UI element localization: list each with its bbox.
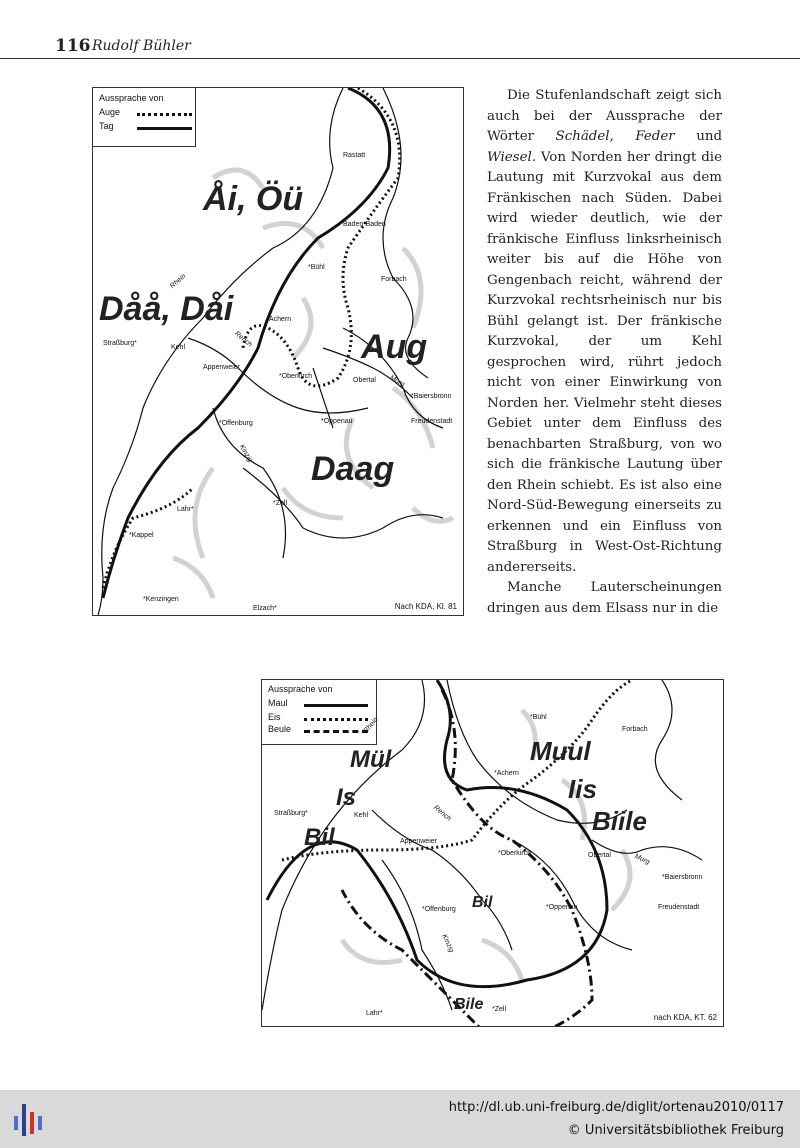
map2-legend-item-eis xyxy=(268,712,376,724)
river-label: Rench xyxy=(233,330,254,349)
footer-bar xyxy=(0,1090,800,1148)
dotted-line-icon xyxy=(304,718,368,721)
map-label: Aug xyxy=(361,328,428,366)
paragraph-1: Die Stufenlandschaft zeigt sich auch bei der Aussprache der Wörter Schädel, Feder und Wiesel. Von Norden her dringt die Lautung mit Kurzvokal aus dem Fränkischen nach Süden. Dabei wird wieder deutlich, wie der fränkische Einfluss linksrheinisch weiter bis auf die Höhe von Gengenbach reicht, während der Kurzvokal rechtsrheinisch nur bis Bühl gelangt ist. Der fränkische Kurzvokal, der um Kehl gesprochen wird, rührt jedoch nicht von einer Einwirkung von Norden her. Vielmehr steht dieses Gebiet unter dem Einfluss des benachbarten Straßburg, von wo sich die fränkische Lautung über den Rhein schiebt. Es ist also eine Nord-Süd-Bewegung einerseits zu erkennen und ein Einfluss von Straßburg in West-Ost-Richtung andererseits. xyxy=(487,88,723,575)
running-author: Rudolf Bühler xyxy=(92,38,191,54)
map-label: Daag xyxy=(311,450,395,488)
place-label: Straßburg* xyxy=(103,340,137,347)
map2-legend-title: Aussprache von xyxy=(268,684,333,694)
place-label: *Bühl xyxy=(308,264,325,271)
place-label: *Oberkirch xyxy=(498,850,532,857)
place-label: *Offenburg xyxy=(219,420,253,427)
river-label: Kinzig xyxy=(440,933,455,954)
copyright-text: © Universitätsbibliothek Freiburg xyxy=(567,1123,784,1138)
place-label: Rastatt xyxy=(343,152,366,159)
river-label: Kinzig xyxy=(237,443,254,464)
place-label: *Kappel xyxy=(129,532,154,539)
map2-legend-label: Eis xyxy=(268,712,281,722)
map2-legend-label: Beule xyxy=(268,724,292,734)
map-label: Is xyxy=(336,784,357,811)
map2-legend-item-maul xyxy=(268,698,376,712)
map1-legend-box xyxy=(93,88,196,147)
place-label: Obertal xyxy=(588,852,611,859)
map-label: Iis xyxy=(568,774,597,804)
place-label: *Oppenau xyxy=(546,904,578,911)
paragraph-2: Manche Lauterscheinungen dringen aus dem Elsass nur in die xyxy=(487,580,722,616)
page-header xyxy=(0,0,800,59)
map-label: Bile xyxy=(454,996,484,1013)
map-label: Mül xyxy=(350,746,392,773)
place-label: Obertal xyxy=(353,377,376,384)
map1-legend-title: Aussprache von xyxy=(99,93,164,103)
place-label: Lahr* xyxy=(366,1010,383,1017)
map-maul-eis-beule xyxy=(261,679,724,1027)
map-label: Bil xyxy=(472,894,493,911)
map-label: Dåå, Dåi xyxy=(99,290,234,328)
map-label: Muul xyxy=(530,736,591,766)
library-logo-icon xyxy=(10,1098,50,1142)
place-label: *Achern xyxy=(494,770,519,777)
place-label: *Zell xyxy=(492,1006,507,1013)
map1-legend-label: Tag xyxy=(99,121,114,131)
place-label: Freudenstadt xyxy=(658,904,700,911)
map-label: Biile xyxy=(592,806,647,836)
place-label: *Offenburg xyxy=(422,906,456,913)
map-auge-tag xyxy=(92,87,464,616)
dashdot-line-icon xyxy=(304,730,368,733)
map1-legend-label: Auge xyxy=(99,107,121,117)
place-label: Appenweier xyxy=(203,364,240,371)
page-number: 116 xyxy=(55,36,91,56)
map2-legend-label: Maul xyxy=(268,698,288,708)
place-label: *Baiersbronn xyxy=(662,874,703,881)
place-label: *Kenzingen xyxy=(143,596,179,603)
place-label: *Baiersbronn xyxy=(411,393,452,400)
place-label: Baden-Baden xyxy=(343,221,386,228)
place-label: Appenweier xyxy=(400,838,437,845)
map1-credit: Nach KDA, Kl. 81 xyxy=(394,602,457,611)
map2-credit: nach KDA, KT. 62 xyxy=(653,1013,717,1022)
place-label: Elzach* xyxy=(253,605,277,612)
river-label: Rhein xyxy=(168,272,188,291)
place-label: Freudenstadt xyxy=(411,418,453,425)
place-label: *Zell xyxy=(273,500,288,507)
river-label: Murg xyxy=(633,852,651,867)
place-label: Kehl xyxy=(171,344,186,351)
solid-line-icon xyxy=(304,704,368,707)
place-label: *Bühl xyxy=(530,714,547,721)
source-url-link[interactable]: http://dl.ub.uni-freiburg.de/diglit/ortenau2010/0117 xyxy=(448,1100,784,1115)
place-label: Forbach xyxy=(381,276,407,283)
map-label: Åi, Öü xyxy=(203,180,304,218)
body-text xyxy=(487,86,722,619)
map2-legend xyxy=(268,684,376,736)
river-label: Rhein xyxy=(362,716,380,735)
place-label: Forbach xyxy=(622,726,648,733)
place-label: *Oberkirch xyxy=(279,373,313,380)
place-label: Kehl xyxy=(354,812,369,819)
map-label: Bil xyxy=(304,824,335,851)
place-label: Achern xyxy=(269,316,292,323)
river-label: Murg xyxy=(388,374,406,389)
place-label: *Oppenau xyxy=(321,418,353,425)
place-label: Lahr* xyxy=(177,506,194,513)
map2-legend-item-beule xyxy=(268,724,376,736)
river-label: Rench xyxy=(432,804,453,823)
place-label: Straßburg* xyxy=(274,810,308,817)
